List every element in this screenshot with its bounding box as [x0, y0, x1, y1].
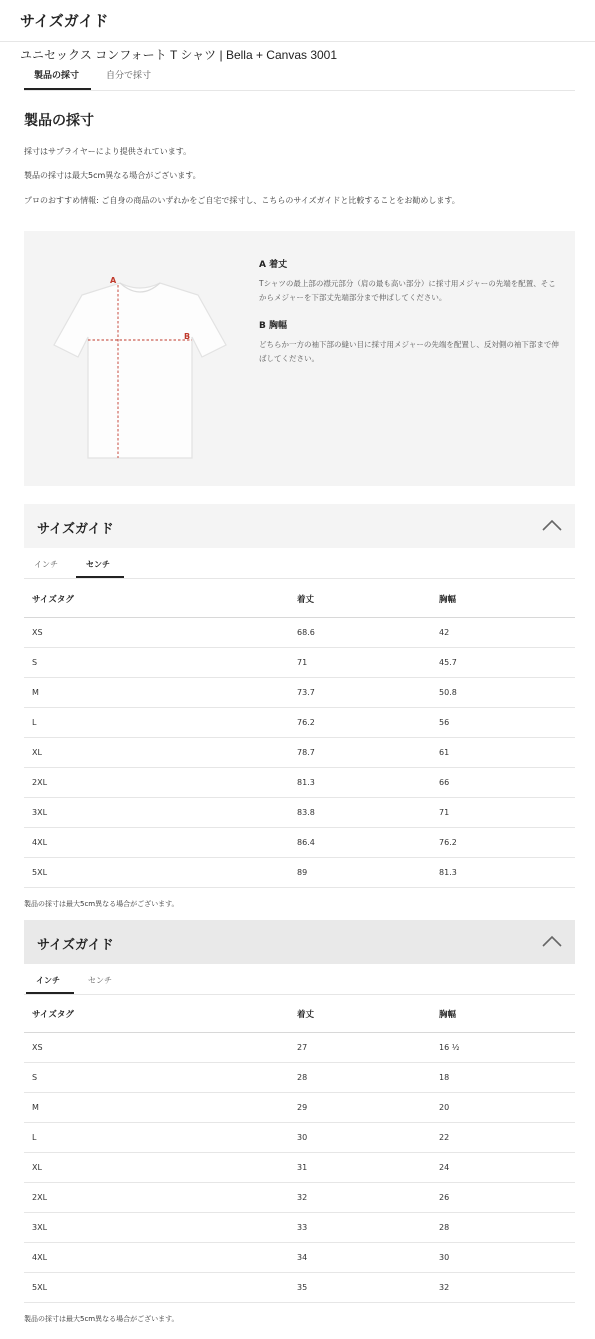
chest-cell: 42 [431, 617, 575, 647]
size-guide-title: サイズガイド [37, 522, 114, 537]
size-tag-cell: S [24, 1062, 289, 1092]
size-guide-title: サイズガイド [37, 938, 114, 953]
size-guide-header [0, 0, 595, 42]
length-cell: 33 [289, 1212, 431, 1242]
length-cell: 27 [289, 1032, 431, 1062]
length-cell: 28 [289, 1062, 431, 1092]
size-tag-cell: XL [24, 1152, 289, 1182]
chest-cell: 50.8 [431, 677, 575, 707]
chest-title: B 胸幅 [259, 321, 287, 331]
length-cell: 89 [289, 857, 431, 887]
size-tag-cell: 5XL [24, 1272, 289, 1302]
active-unit-indicator [26, 992, 74, 994]
column-chest: 胸幅 [431, 996, 575, 1032]
size-tag-cell: 4XL [24, 1242, 289, 1272]
chest-cell: 26 [431, 1182, 575, 1212]
size-tag-cell: S [24, 647, 289, 677]
length-cell: 30 [289, 1122, 431, 1152]
length-cell: 76.2 [289, 707, 431, 737]
length-cell: 31 [289, 1152, 431, 1182]
chest-cell: 20 [431, 1092, 575, 1122]
size-tag-cell: 3XL [24, 797, 289, 827]
chest-description: どちらか一方の袖下部の縫い目に採寸用メジャーの先端を配置し、反対側の袖下部まで伸ばしてください。 [259, 340, 559, 363]
table-row [24, 1212, 575, 1242]
size-tag-cell: M [24, 677, 289, 707]
chest-cell: 16 ½ [431, 1032, 575, 1062]
size-tag-cell: L [24, 1122, 289, 1152]
table-row [24, 797, 575, 827]
active-unit-indicator [76, 576, 124, 578]
length-cell: 73.7 [289, 677, 431, 707]
chest-cell: 45.7 [431, 647, 575, 677]
size-tag-cell: 5XL [24, 857, 289, 887]
page-title: サイズガイド [20, 12, 109, 30]
active-tab-indicator [24, 88, 91, 90]
chevron-up-icon[interactable] [541, 934, 563, 948]
size-tag-cell: 2XL [24, 1182, 289, 1212]
length-cell: 83.8 [289, 797, 431, 827]
table-row [24, 1122, 575, 1152]
size-tag-cell: L [24, 707, 289, 737]
cm-footnote: 製品の採寸は最大5cm異なる場合がございます。 [24, 900, 179, 908]
measurement-tabs [24, 64, 575, 91]
chest-cell: 81.3 [431, 857, 575, 887]
pro-tip-note: プロのおすすめ情報: ご自身の商品のいずれかをご自宅で採寸し、こちらのサイズガイドと比較することをお勧めします。 [24, 196, 460, 205]
length-cell: 35 [289, 1272, 431, 1302]
tab-inch[interactable]: インチ [36, 976, 60, 985]
length-cell: 68.6 [289, 617, 431, 647]
table-header-row [24, 581, 575, 617]
chest-cell: 61 [431, 737, 575, 767]
section-title: 製品の採寸 [24, 113, 94, 129]
size-tag-cell: M [24, 1092, 289, 1122]
marker-a: A [110, 276, 117, 285]
table-row [24, 767, 575, 797]
length-cell: 34 [289, 1242, 431, 1272]
column-length: 着丈 [289, 581, 431, 617]
table-row [24, 857, 575, 887]
table-row [24, 827, 575, 857]
table-row [24, 1272, 575, 1302]
length-cell: 86.4 [289, 827, 431, 857]
length-description: Tシャツの最上部の襟元部分（肩の最も高い部分）に採寸用メジャーの先端を配置、そこからメジャーを下部丈先端部分まで伸ばしてください。 [259, 279, 556, 302]
column-length: 着丈 [289, 996, 431, 1032]
inch-footnote: 製品の採寸は最大5cm異なる場合がございます。 [24, 1315, 179, 1323]
unit-tabs-inch [24, 965, 575, 995]
size-table-cm [24, 581, 575, 888]
size-tag-cell: XS [24, 617, 289, 647]
size-guide-cm-header[interactable] [24, 504, 575, 548]
table-row [24, 1062, 575, 1092]
size-guide-inch-header[interactable] [24, 920, 575, 964]
chest-cell: 22 [431, 1122, 575, 1152]
measurement-figure [24, 231, 575, 486]
length-cell: 32 [289, 1182, 431, 1212]
marker-b: B [184, 332, 191, 341]
tab-self-measurements[interactable]: 自分で採寸 [106, 71, 152, 81]
length-cell: 29 [289, 1092, 431, 1122]
table-row [24, 737, 575, 767]
size-table-inch [24, 996, 575, 1303]
table-row [24, 647, 575, 677]
size-tag-cell: 2XL [24, 767, 289, 797]
chest-cell: 66 [431, 767, 575, 797]
tab-cm[interactable]: センチ [88, 976, 112, 985]
table-header-row [24, 996, 575, 1032]
tshirt-illustration-icon [50, 253, 230, 463]
table-row [24, 1032, 575, 1062]
chest-cell: 24 [431, 1152, 575, 1182]
table-row [24, 677, 575, 707]
chest-cell: 18 [431, 1062, 575, 1092]
column-chest: 胸幅 [431, 581, 575, 617]
chevron-up-icon[interactable] [541, 518, 563, 532]
size-tag-cell: 3XL [24, 1212, 289, 1242]
table-row [24, 1152, 575, 1182]
table-row [24, 1182, 575, 1212]
table-row [24, 617, 575, 647]
length-cell: 78.7 [289, 737, 431, 767]
length-cell: 71 [289, 647, 431, 677]
size-tag-cell: 4XL [24, 827, 289, 857]
supplier-note: 採寸はサプライヤーにより提供されています。 [24, 147, 192, 156]
product-name: ユニセックス コンフォート T シャツ | Bella + Canvas 3001 [20, 48, 338, 62]
chest-cell: 76.2 [431, 827, 575, 857]
column-size-tag: サイズタグ [24, 996, 289, 1032]
chest-cell: 30 [431, 1242, 575, 1272]
table-row [24, 1092, 575, 1122]
tab-product-measurements[interactable]: 製品の採寸 [34, 71, 80, 81]
chest-cell: 32 [431, 1272, 575, 1302]
chest-cell: 28 [431, 1212, 575, 1242]
unit-tabs-cm [24, 549, 575, 579]
table-row [24, 1242, 575, 1272]
size-tag-cell: XL [24, 737, 289, 767]
chest-cell: 56 [431, 707, 575, 737]
size-tag-cell: XS [24, 1032, 289, 1062]
variance-note: 製品の採寸は最大5cm異なる場合がございます。 [24, 171, 201, 180]
tab-cm[interactable]: センチ [86, 560, 110, 569]
column-size-tag: サイズタグ [24, 581, 289, 617]
chest-cell: 71 [431, 797, 575, 827]
tab-inch[interactable]: インチ [34, 560, 58, 569]
table-row [24, 707, 575, 737]
length-cell: 81.3 [289, 767, 431, 797]
length-title: A 着丈 [259, 260, 288, 270]
